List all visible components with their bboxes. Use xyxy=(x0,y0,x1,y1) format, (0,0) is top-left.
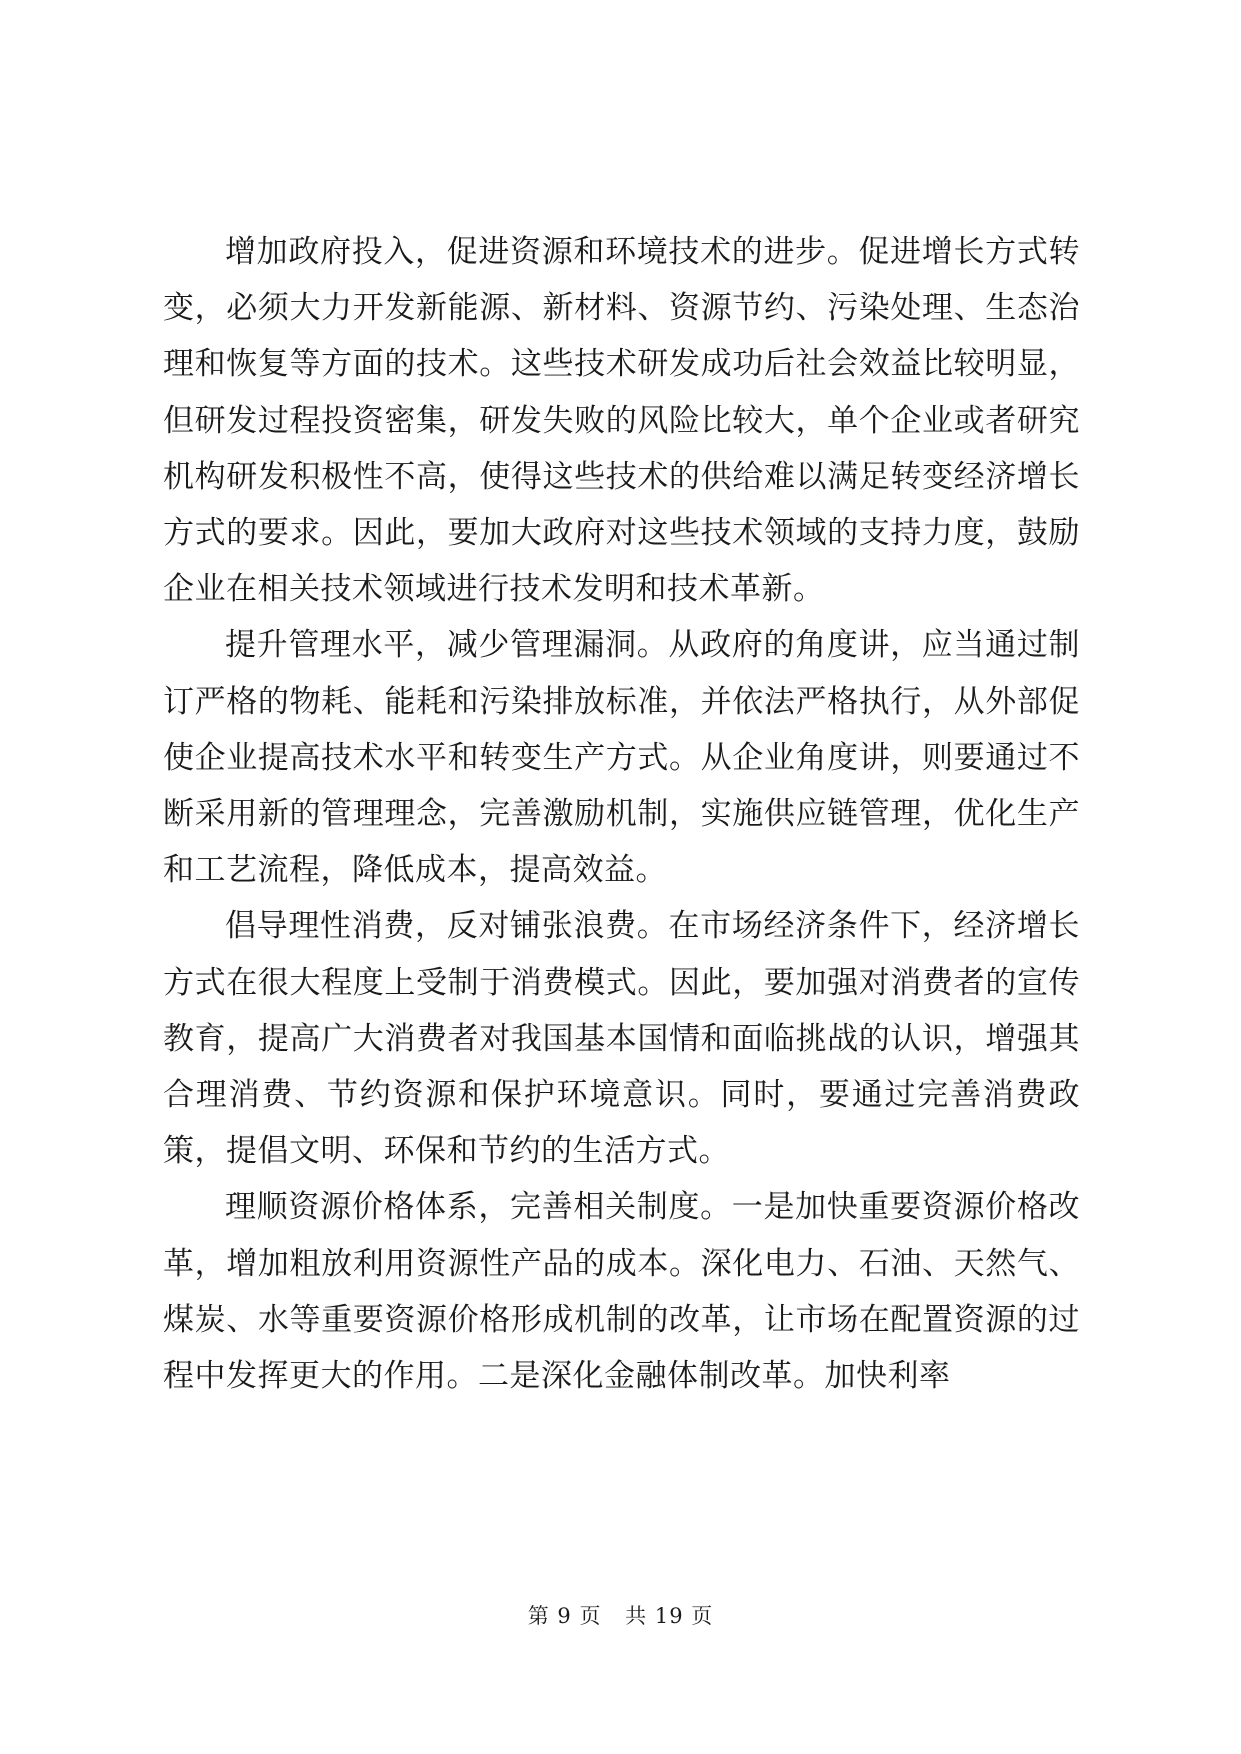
paragraph-resource-pricing: 理顺资源价格体系，完善相关制度。一是加快重要资源价格改革，增加粗放利用资源性产品的成本。深化电力、石油、天然气、煤炭、水等重要资源价格形成机制的改革，让市场在配置资源的过程中发挥更大的作用。二是深化金融体制改革。加快利率 xyxy=(163,1189,1080,1395)
paragraph-management-level: 提升管理水平，减少管理漏洞。从政府的角度讲，应当通过制订严格的物耗、能耗和污染排放标准，并依法严格执行，从外部促使企业提高技术水平和转变生产方式。从企业角度讲，则要通过不断采用新的管理理念，完善激励机制，实施供应链管理，优化生产和工艺流程，降低成本，提高效益。 xyxy=(163,627,1080,889)
paragraph-government-investment: 增加政府投入，促进资源和环境技术的进步。促进增长方式转变，必须大力开发新能源、新材料、资源节约、污染处理、生态治理和恢复等方面的技术。这些技术研发成功后社会效益比较明显，但研发过程投资密集，研发失败的风险比较大，单个企业或者研究机构研发积极性不高，使得这些技术的供给难以满足转变经济增长方式的要求。因此，要加大政府对这些技术领域的支持力度，鼓励企业在相关技术领域进行技术发明和技术革新。 xyxy=(163,234,1080,608)
body-text xyxy=(163,224,1080,1404)
page-total: 共 19 页 xyxy=(625,1604,714,1628)
paragraph-rational-consumption: 倡导理性消费，反对铺张浪费。在市场经济条件下，经济增长方式在很大程度上受制于消费模式。因此，要加强对消费者的宣传教育，提高广大消费者对我国基本国情和面临挑战的认识，增强其合理消费、节约资源和保护环境意识。同时，要通过完善消费政策，提倡文明、环保和节约的生活方式。 xyxy=(163,908,1080,1170)
page-number: 第 9 页 xyxy=(527,1604,602,1628)
page-footer xyxy=(0,1600,1241,1630)
